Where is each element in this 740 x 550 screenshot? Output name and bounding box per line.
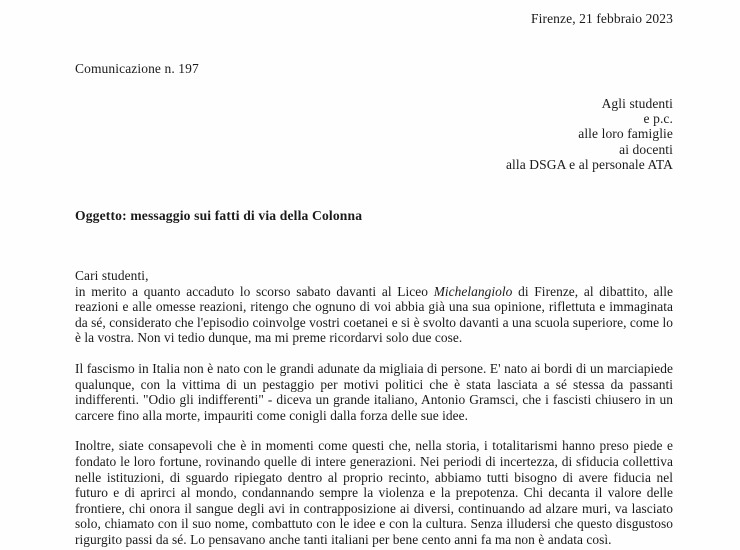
paragraph-1-text-before: in merito a quanto accaduto lo scorso sabato davanti al Liceo [75, 283, 434, 299]
paragraph-2: Il fascismo in Italia non è nato con le grandi adunate da migliaia di persone. E' nato ai bordi di un marciapiede qualunque, con la vittima di un pestaggio per motivi politici che è stata lasciata a sé stessa da passanti indifferenti. "Odio gli indifferenti" - diceva un grande italiano, Antonio Gramsci, che i fascisti chiusero in un carcere fino alla morte, impauriti come conigli dalla forza delle sue idee. [75, 360, 673, 423]
addressee-line-teachers: ai docenti [619, 141, 673, 157]
addressee-line-students: Agli studenti [601, 96, 673, 111]
date-line: Firenze, 21 febbraio 2023 [531, 11, 673, 26]
addressee-line-cc: e p.c. [643, 111, 673, 127]
subject-line: Oggetto: messaggio sui fatti di via della Colonna [75, 208, 363, 224]
communication-number: Comunicazione n. 197 [75, 61, 199, 76]
document-content [75, 0, 673, 548]
addressee-block [75, 77, 673, 172]
school-name-michelangiolo: Michelangiolo [433, 283, 513, 299]
greeting-line: Cari studenti, [75, 268, 149, 284]
paragraph-1-text-after: di Firenze, al dibattito, alle reazioni e alle omesse reazioni, ritengo che ognuno di voi abbia già una sua opinione, riflettuta e immaginata da sé, considerato che l'episodio coinvolge vostri coetanei e si è svolto davanti a una scuola superiore, come lo è la vostra. Non vi tedio dunque, ma mi preme ricordarvi solo due cose. [75, 283, 673, 346]
paragraph-3: Inoltre, siate consapevoli che è in momenti come questi che, nella storia, i totalitarismi hanno preso piede e fondato le loro fortune, rovinando quelle di intere generazioni. Nei periodi di incertezza, di sfiducia collettiva nelle istituzioni, di sguardo ripiegato dentro al proprio recinto, abbiamo tutti bisogno di avere fiducia nel futuro e di aprirci al mondo, condannando sempre la violenza e la prepotenza. Chi decanta il valore delle frontiere, chi onora il sangue degli avi in contrapposizione ai diversi, continuando ad alzare muri, va lasciato solo, chiamato con il suo nome, combattuto con le idee e con la cultura. Senza illudersi che questo disgustoso rigurgito passi da sé. Lo pensavano anche tanti italiani per bene cento anni fa ma non è andata così. [75, 438, 673, 547]
addressee-line-dsga-ata: alla DSGA e al personale ATA [505, 156, 673, 172]
letter-body [75, 224, 673, 548]
addressee-line-families: alle loro famiglie [578, 126, 673, 142]
paragraph-1 [75, 284, 673, 346]
